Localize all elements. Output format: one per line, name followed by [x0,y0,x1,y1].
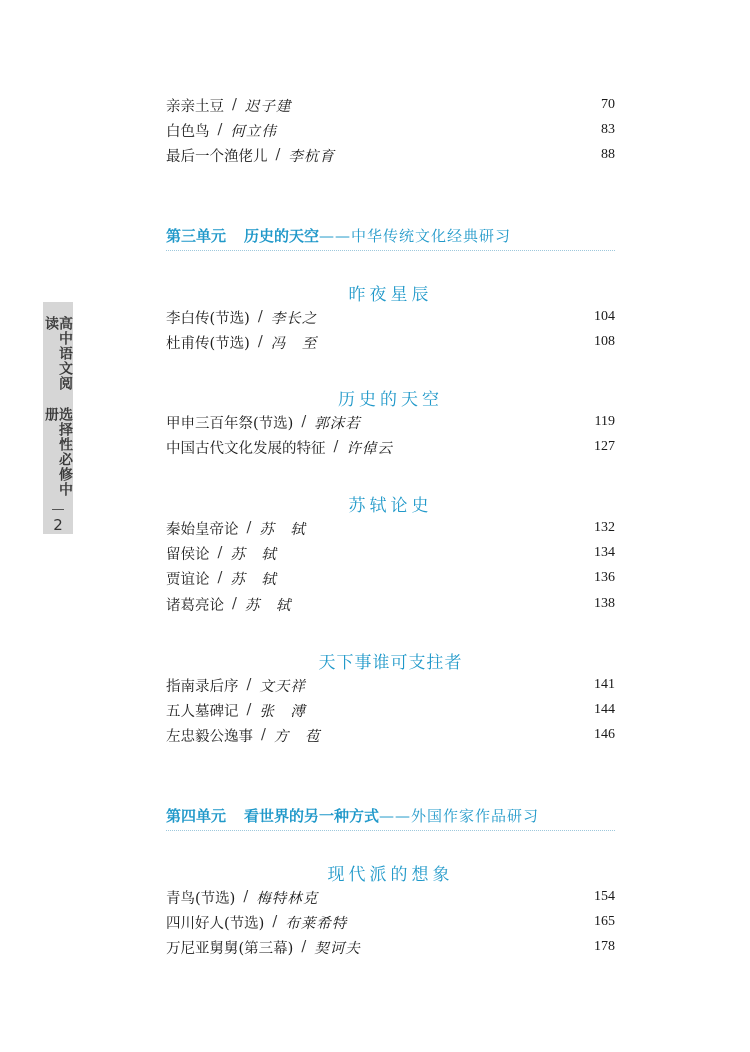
entry-page: 132 [594,520,615,535]
entry-author: 李长之 [270,310,318,327]
toc-entry[interactable] [166,593,615,615]
entry-author: 冯 至 [270,335,318,352]
entry-author: 郭沫若 [314,415,361,432]
entry-separator: / [217,570,223,586]
unit-theme: 历史的天空 [244,226,320,245]
toc-entry[interactable] [166,94,615,116]
entry-author: 文天祥 [259,678,306,695]
toc-entry[interactable] [166,331,615,353]
entry-separator: / [246,520,252,536]
page-number: 2 [53,516,63,534]
entry-page: 83 [601,122,615,137]
entry-title: 白色鸟 [166,123,210,140]
unit-subtitle: ——中华传统文化经典研习 [319,226,512,245]
entry-author: 苏 轼 [259,521,306,538]
entry-separator: / [301,414,307,430]
entry-author: 苏 轼 [230,571,277,588]
entry-author: 梅特林克 [256,890,319,907]
entry-title: 中国古代文化发展的特征 [166,440,326,457]
entry-title: 甲申三百年祭(节选) [166,415,294,432]
entry-title: 五人墓碑记 [166,703,239,720]
entry-page: 144 [594,702,615,717]
toc-entry[interactable] [166,144,615,166]
unit-label: 第四单元 [166,806,227,825]
toc-entry[interactable] [166,674,615,696]
toc-entry[interactable] [166,411,615,433]
entry-page: 127 [594,439,615,454]
entry-page: 136 [594,570,615,585]
entry-author: 李杭育 [288,148,335,165]
entry-page: 154 [594,889,615,904]
entry-separator: / [261,727,266,743]
volume-title: 选择性必修中册 [43,407,73,498]
entry-page: 165 [594,914,615,929]
entry-author: 契诃夫 [314,940,361,957]
toc-entry[interactable] [166,119,615,141]
entry-author: 布莱希特 [285,915,348,932]
entry-title: 贾谊论 [166,571,210,588]
entry-title: 最后一个渔佬儿 [166,148,268,165]
entry-title: 指南录后序 [166,678,239,695]
entry-separator: / [301,939,307,955]
entry-page: 141 [594,677,615,692]
entry-page: 146 [594,727,615,742]
section-heading: 现代派的想象 [327,865,454,885]
entry-page: 104 [594,309,615,324]
entry-title: 李白传(节选) [166,310,250,327]
section-heading: 历史的天空 [338,390,443,410]
section-heading: 天下事谁可支拄者 [318,653,463,673]
entry-title: 诸葛亮论 [166,597,224,614]
toc-entry[interactable] [166,567,615,589]
entry-title: 留侯论 [166,546,210,563]
entry-title: 左忠毅公逸事 [166,728,253,745]
book-title: 高中语文阅读 [43,316,73,391]
unit-subtitle: ——外国作家作品研习 [379,806,540,825]
entry-separator: / [217,545,223,561]
toc-entry[interactable] [166,542,615,564]
toc-entry[interactable] [166,306,615,328]
entry-separator: / [232,596,237,612]
section-heading: 苏轼论史 [348,496,433,516]
entry-page: 108 [594,334,615,349]
entry-page: 70 [601,97,615,112]
entry-separator: / [232,97,237,113]
entry-page: 119 [594,414,615,429]
entry-separator: / [333,439,339,455]
entry-separator: / [217,122,223,138]
entry-page: 138 [594,596,615,611]
entry-separator: / [246,702,252,718]
entry-author: 何立伟 [230,123,277,140]
entry-separator: / [272,914,278,930]
toc-entry[interactable] [166,911,615,933]
entry-author: 方 苞 [273,728,321,745]
entry-author: 苏 轼 [230,546,277,563]
entry-page: 178 [594,939,615,954]
entry-author: 苏 轼 [244,597,292,614]
entry-separator: / [243,889,249,905]
unit-4-header[interactable] [166,800,615,831]
toc-entry[interactable] [166,724,615,746]
entry-title: 亲亲土豆 [166,98,224,115]
entry-separator: / [257,309,263,325]
entry-author: 许倬云 [346,440,393,457]
entry-page: 88 [601,147,615,162]
entry-title: 青鸟(节选) [166,890,236,907]
toc-entry[interactable] [166,936,615,958]
entry-title: 四川好人(节选) [166,915,265,932]
side-tab [43,302,73,534]
toc-entry[interactable] [166,517,615,539]
entry-author: 张 溥 [259,703,306,720]
unit-theme: 看世界的另一种方式 [244,806,380,825]
unit-3-header[interactable] [166,220,615,251]
page-divider [52,509,64,510]
entry-title: 杜甫传(节选) [166,335,250,352]
toc-entry[interactable] [166,699,615,721]
entry-title: 秦始皇帝论 [166,521,239,538]
toc-entry[interactable] [166,886,615,908]
entry-separator: / [257,334,263,350]
section-heading: 昨夜星辰 [348,285,433,305]
entry-title: 万尼亚舅舅(第三幕) [166,940,294,957]
toc-entry[interactable] [166,436,615,458]
entry-page: 134 [594,545,615,560]
entry-separator: / [246,677,252,693]
unit-label: 第三单元 [166,226,227,245]
entry-author: 迟子建 [244,98,292,115]
entry-separator: / [275,147,281,163]
